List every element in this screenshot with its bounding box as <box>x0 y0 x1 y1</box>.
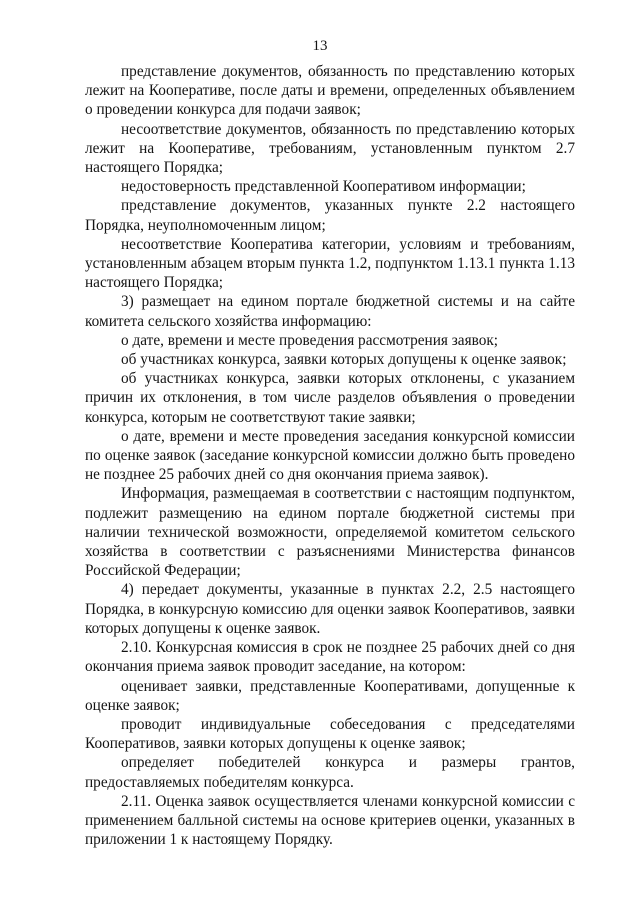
paragraph: проводит индивидуальные собеседования с председателями Кооперативов, заявки которых допущены к оценке заявок; <box>85 715 575 753</box>
paragraph: несоответствие документов, обязанность по представлению которых лежит на Кооперативе, требованиям, установленным пунктом 2.7 настоящего Порядка; <box>85 120 575 177</box>
paragraph: Информация, размещаемая в соответствии с настоящим подпунктом, подлежит размещению на едином портале бюджетной системы при наличии технической возможности, определяемой комитетом сельского хозяйства в соответствии с разъяснениями Министерства финансов Российской Федерации; <box>85 485 575 580</box>
paragraph: представление документов, указанных пункте 2.2 настоящего Порядка, неуполномоченным лицом; <box>85 197 575 234</box>
paragraph: 4) передает документы, указанные в пунктах 2.2, 2.5 настоящего Порядка, в конкурсную комиссию для оценки заявок Кооперативов, заявки которых допущены к оценке заявок. <box>85 581 575 637</box>
paragraph: 2.10. Конкурсная комиссия в срок не позднее 25 рабочих дней со дня окончания приема заявок проводит заседание, на котором: <box>85 639 575 676</box>
paragraph: 2.11. Оценка заявок осуществляется членами конкурсной комиссии с применением балльной системы на основе критериев оценки, указанных в приложении 1 к настоящему Порядку. <box>85 792 575 849</box>
paragraph: несоответствие Кооператива категории, условиям и требованиям, установленным абзацем вторым пункта 1.2, подпунктом 1.13.1 пункта 1.13 настоящего Порядка; <box>85 235 575 292</box>
paragraph: о дате, времени и месте проведения рассмотрения заявок; <box>121 331 499 349</box>
paragraph: об участниках конкурса, заявки которых допущены к оценке заявок; <box>121 351 567 369</box>
paragraph: определяет победителей конкурса и размеры грантов, предоставляемых победителям конкурса. <box>85 754 575 791</box>
paragraph: о дате, времени и месте проведения заседания конкурсной комиссии по оценке заявок (заседание конкурсной комиссии должно быть проведено не позднее 25 рабочих дней со дня окончания приема заявок). <box>85 427 575 484</box>
document-body <box>85 62 575 849</box>
page-number: 13 <box>312 38 328 54</box>
paragraph: оценивает заявки, представленные Кооперативами, допущенные к оценке заявок; <box>85 677 575 714</box>
paragraph: представление документов, обязанность по представлению которых лежит на Кооперативе, после даты и времени, определенных объявлением о проведении конкурса для подачи заявок; <box>85 63 575 119</box>
paragraph: недостоверность представленной Кооперативом информации; <box>121 178 526 196</box>
paragraph: 3) размещает на едином портале бюджетной системы и на сайте комитета сельского хозяйства информацию: <box>85 293 575 330</box>
paragraph: об участниках конкурса, заявки которых отклонены, с указанием причин их отклонения, в том числе разделов объявления о проведении конкурса, которым не соответствуют такие заявки; <box>85 370 575 426</box>
